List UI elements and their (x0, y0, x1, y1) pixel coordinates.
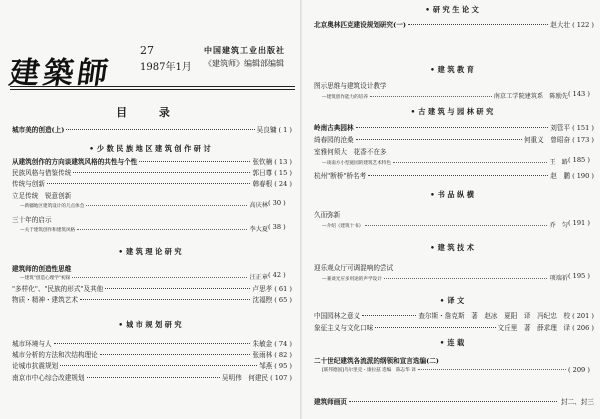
toc-entry (314, 146, 594, 155)
section-heading (440, 338, 465, 348)
entry-title: 迎乐观众厅可调混响的尝试 (314, 264, 394, 272)
dot-leader (87, 377, 220, 378)
entry-title: 二十世纪建筑各流派的纲领和宣言选编(二) (314, 357, 439, 365)
dot-leader (356, 139, 522, 140)
entry-author: 文丘里 著 薛求理 译 (497, 324, 571, 332)
entry-page: 封二、封三 (561, 398, 594, 406)
section-heading-text: 连 载 (447, 338, 465, 347)
section-heading (440, 296, 465, 306)
subtitle-text: —谈南方小型庭园的建筑艺术特色 (322, 161, 391, 166)
dot-leader (384, 278, 548, 279)
entry-author: 项端祈 (549, 275, 568, 282)
subtitle-text: —关于建筑创作和建筑风格 (20, 228, 76, 233)
toc-entry (12, 349, 292, 358)
entry-title: 北京奥林匹克建设规划研究(一) (314, 21, 406, 29)
toc-entry (12, 372, 292, 381)
entry-page: ( 30 ) (268, 199, 286, 207)
entry-title: 中国园林之意义 (314, 312, 361, 320)
entry-author: 高庆林 (249, 202, 268, 209)
entry-author: 朱敏金 (252, 340, 273, 348)
subtitle-text: —新疆地区建筑设计的几点体会 (20, 204, 85, 209)
toc-entry (12, 338, 292, 347)
subtitle-text: —建筑"创造心理学"初探 (20, 276, 71, 281)
entry-title: 城市美的创造(上) (12, 126, 65, 134)
toc-entry (12, 294, 292, 303)
entry-page: ( 13 ) (274, 158, 292, 166)
entry-title: 象征主义与文化口味 (314, 324, 374, 332)
entry-author: 郭日尊 (252, 169, 273, 177)
entry-author: 刘管平 (550, 124, 571, 132)
entry-title: 久而弥新 (314, 211, 341, 219)
entry-page: ( 95 ) (274, 362, 292, 370)
entry-title: 室雅何须大 花香不在多 (314, 148, 387, 156)
section-heading-text: 古 建 筑 与 园 林 研 究 (418, 107, 494, 116)
toc-title: 目 录 (116, 106, 184, 119)
section-heading (118, 247, 181, 257)
entry-page: ( 61 ) (274, 285, 292, 293)
entry-author: 乔 匀 (549, 222, 568, 229)
section-heading (425, 5, 479, 15)
toc-entry (12, 167, 292, 176)
dot-leader (86, 205, 247, 206)
entry-page: ( 173 ) (572, 136, 594, 144)
toc-entry (314, 322, 594, 331)
dot-leader (356, 127, 549, 128)
editor-credit: 《建筑师》编辑部编辑 (204, 59, 284, 68)
subtitle-text: —兼谈光应多用途的声学设计 (322, 277, 382, 282)
dot-leader (66, 129, 254, 130)
section-heading (430, 243, 474, 253)
entry-author: 吴明伟 何建民 (221, 374, 269, 382)
entry-title: 南京市中心综合改建规划 (12, 374, 85, 382)
toc-entry (12, 263, 292, 272)
section-heading-text: 研 究 生 论 文 (432, 5, 479, 14)
entry-author: 韩春根 (252, 180, 273, 188)
toc-entry (12, 283, 292, 292)
section-bullet: • (430, 190, 435, 199)
toc-entry (314, 209, 594, 218)
section-heading-text: 城 市 规 划 研 究 (125, 320, 182, 329)
entry-author: 赵大壮 (550, 21, 571, 29)
section-bullet: • (410, 107, 416, 116)
dot-leader (54, 343, 251, 344)
section-heading-text: 建 筑 理 论 研 究 (125, 247, 182, 256)
entry-title: "多样化"、"民族的形式"及其他 (12, 285, 104, 293)
dot-leader (47, 183, 251, 184)
entry-subtitle (322, 220, 568, 227)
entry-title: 城市分析的方法和次结构理论 (12, 351, 98, 359)
toc-entry (314, 262, 594, 271)
section-heading (411, 107, 494, 117)
entry-subtitle (20, 272, 268, 279)
toc-entry (314, 355, 594, 364)
entry-title: 立足传统 锐意创新 (12, 192, 72, 200)
toc-entry (314, 396, 594, 405)
subtitle-text: —介绍《建筑十书》 (322, 224, 364, 229)
entry-author: 沈福煦 (252, 296, 273, 304)
entry-title: 民族风格与借鉴传统 (12, 169, 72, 177)
entry-subtitle (20, 200, 268, 207)
toc-entry (314, 170, 594, 179)
entry-subtitle (20, 224, 268, 231)
section-heading-text: 译 文 (447, 296, 465, 305)
dot-leader (370, 96, 492, 97)
section-heading (430, 65, 474, 75)
dot-leader (60, 365, 257, 366)
page-fold (300, 0, 302, 419)
entry-title: 杭州"断桥"桥名考 (314, 172, 367, 180)
subtitle-text: [联邦德国]乌尔里克・康拉兹 选编 陈志华 译 (322, 368, 416, 373)
entry-title: 传统与创新 (12, 180, 45, 188)
section-bullet: • (425, 5, 430, 14)
section-bullet: • (430, 65, 435, 74)
section-bullet: • (118, 247, 123, 256)
issue-number: 27 (140, 44, 154, 57)
entry-author: 王 路 (549, 159, 568, 166)
section-heading (118, 320, 181, 330)
entry-author: 李大夏 (249, 226, 268, 233)
dot-leader (105, 288, 250, 289)
entry-page: ( 143 ) (568, 90, 590, 98)
entry-page: ( 209 ) (568, 366, 590, 374)
entry-author: 吴良镛 (256, 126, 277, 134)
dot-leader (77, 229, 247, 230)
entry-title: 建筑师的创造性思维 (12, 265, 72, 273)
publisher: 中国建筑工业出版社 (204, 45, 285, 55)
entry-title: 图示思维与建筑设计教学 (314, 82, 387, 90)
entry-title: 建筑师画页 (314, 398, 347, 406)
toc-entry (12, 178, 292, 187)
entry-page: ( 24 ) (274, 180, 292, 188)
entry-subtitle (322, 91, 568, 98)
toc-entry (12, 360, 292, 369)
toc-entry (314, 19, 594, 28)
entry-subtitle (322, 367, 568, 374)
toc-entry (314, 310, 594, 319)
entry-page: ( 42 ) (268, 271, 286, 279)
toc-entry (12, 214, 292, 223)
entry-author: 查尔斯・詹克斯 著 赵冰 夏阳 译 冯纪忠 校 (418, 312, 571, 320)
entry-page: ( 107 ) (270, 374, 292, 382)
toc-entry (314, 80, 594, 89)
section-bullet: • (89, 144, 94, 153)
dot-leader (73, 172, 250, 173)
entry-page: ( 74 ) (274, 340, 292, 348)
entry-page: ( 190 ) (572, 172, 594, 180)
entry-author: 汪正章 (249, 274, 268, 281)
section-heading-text: 建 筑 技 术 (437, 243, 474, 252)
dot-leader (365, 225, 547, 226)
entry-title: 绮春园的沧桑 (314, 136, 354, 144)
dot-leader (349, 401, 557, 402)
section-heading (430, 190, 474, 200)
right-page (304, 0, 600, 419)
dot-leader (72, 277, 247, 278)
entry-subtitle (322, 273, 568, 280)
entry-page: ( 38 ) (268, 223, 286, 231)
dot-leader (139, 161, 250, 162)
entry-author: 南京工学院建筑系 陈励先 (493, 93, 568, 100)
entry-author: 张雨林 (252, 351, 273, 359)
entry-page: ( 201 ) (572, 312, 594, 320)
dot-leader (393, 162, 548, 163)
masthead-rule (10, 86, 295, 87)
section-bullet: • (430, 243, 435, 252)
dot-leader (362, 315, 416, 316)
section-heading-text: 少 数 民 族 地 区 建 筑 创 作 研 讨 (96, 144, 211, 153)
toc-entry (314, 122, 594, 131)
entry-page: ( 191 ) (568, 219, 590, 227)
entry-author: 卢思孝 (252, 285, 273, 293)
section-heading-text: 建 筑 教 育 (437, 65, 474, 74)
entry-title: 城市环境与人 (12, 340, 52, 348)
entry-subtitle (322, 157, 568, 164)
entry-page: ( 185 ) (568, 156, 590, 164)
dot-leader (375, 327, 495, 328)
entry-author: 赵 鹏 (550, 172, 571, 180)
entry-page: ( 1 ) (278, 126, 292, 134)
section-bullet: • (439, 296, 445, 305)
dot-leader (408, 24, 548, 25)
entry-title: 从建筑创作的方向谈建筑风格的共性与个性 (12, 158, 138, 166)
entry-title: 论城市抗震规划 (12, 362, 59, 370)
entry-page: ( 206 ) (572, 324, 594, 332)
issue-date: 1987年1月 (140, 62, 192, 73)
section-bullet: • (439, 338, 445, 347)
dot-leader (418, 369, 566, 370)
entry-author: 何重义 曾昭奋 (523, 136, 571, 144)
dot-leader (80, 299, 251, 300)
section-heading (89, 144, 210, 154)
entry-title: 岭南古典园林 (314, 124, 354, 132)
entry-page: ( 82 ) (274, 351, 292, 359)
entry-author: 邹燕 (259, 362, 273, 370)
subtitle-text: —建筑创作能力的培养 (322, 95, 368, 100)
section-heading-text: 书 品 纵 横 (437, 190, 474, 199)
entry-page: ( 195 ) (568, 272, 590, 280)
entry-title: 物质・精神・建筑艺术 (12, 296, 78, 304)
dot-leader (368, 175, 548, 176)
entry-title: 三十年的启示 (12, 216, 52, 224)
toc-entry (12, 124, 292, 133)
entry-page: ( 122 ) (572, 21, 594, 29)
entry-author: 张钦楠 (252, 158, 273, 166)
toc-entry (12, 156, 292, 165)
magazine-logo: 建築師 (7, 56, 114, 91)
toc-entry (314, 134, 594, 143)
dot-leader (100, 354, 251, 355)
section-bullet: • (118, 320, 123, 329)
entry-page: ( 15 ) (274, 169, 292, 177)
entry-page: ( 151 ) (572, 124, 594, 132)
toc-entry (12, 190, 292, 199)
masthead-rule-thin (10, 89, 295, 90)
entry-page: ( 65 ) (274, 296, 292, 304)
